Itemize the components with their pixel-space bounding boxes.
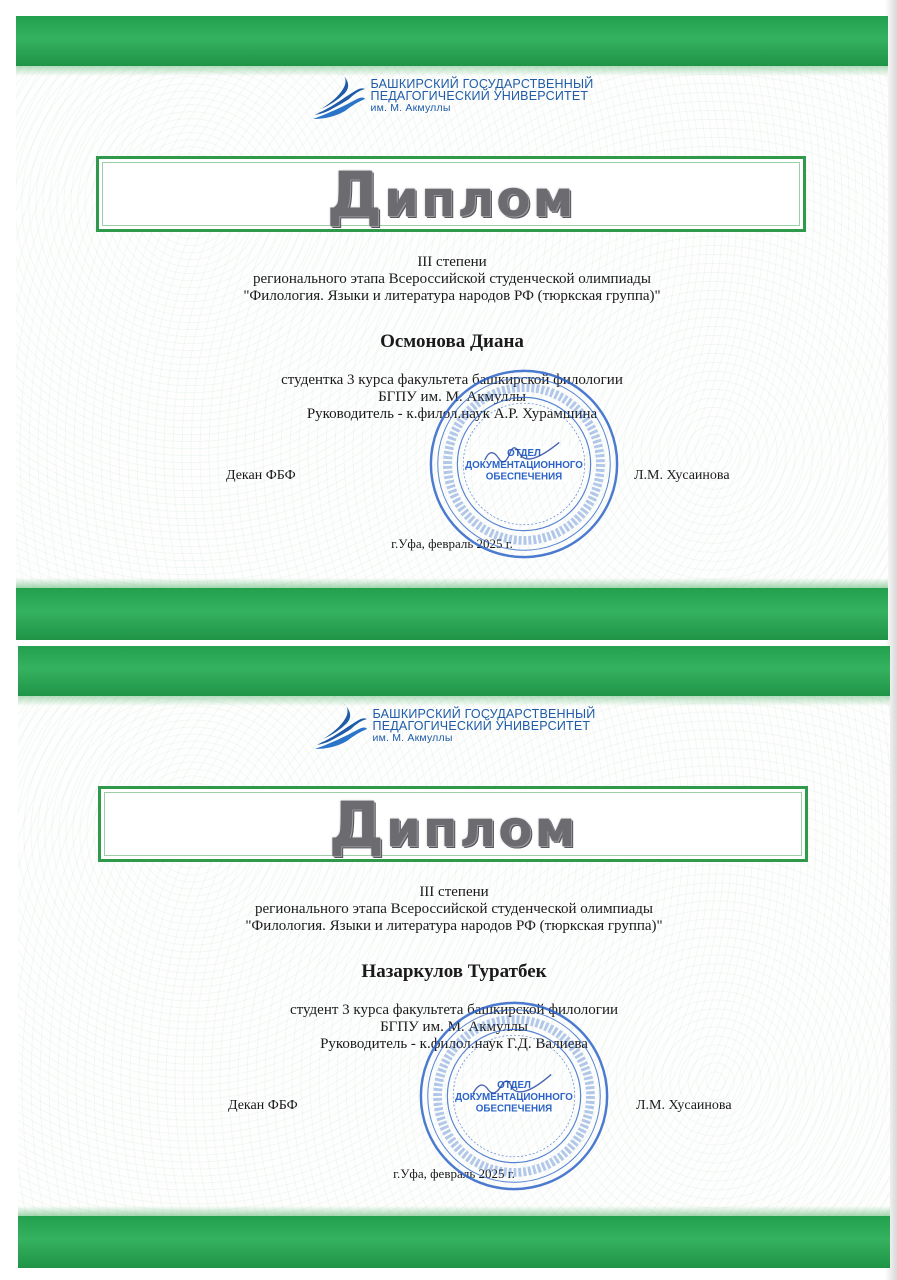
student-info: студент 3 курса факультета башкирской филологии (289, 1002, 618, 1018)
university-logo (18, 698, 890, 754)
bottom-green-band (16, 588, 888, 640)
diploma-certificate-2 (18, 646, 890, 1268)
signer-right-name: Л.М. Хусаинова (636, 1098, 732, 1113)
diploma-certificate-1 (16, 16, 888, 640)
diploma-title-frame (98, 786, 808, 862)
university-name-line: им. М. Акмуллы (370, 102, 451, 114)
topic-text: "Филология. Языки и литература народов РФ (тюркская группа)" (245, 918, 663, 934)
degree-text: III степени (417, 254, 487, 270)
university-name-line: ПЕДАГОГИЧЕСКИЙ УНИВЕРСИТЕТ (372, 719, 591, 733)
stamp-line: ОТДЕЛ (497, 1080, 531, 1092)
diploma-title-frame (96, 156, 806, 232)
place-date: г.Уфа, февраль 2025 г. (391, 536, 513, 551)
topic-text: "Филология. Языки и литература народов РФ (тюркская группа)" (243, 288, 661, 304)
recipient-name: Назаркулов Туратбек (361, 961, 547, 982)
diploma-title-rest: иплом (383, 169, 576, 228)
university-emblem-icon (311, 71, 367, 121)
supervisor-text: Руководитель - к.филол.наук А.Р. Хурамшина (306, 406, 598, 422)
university-name (371, 78, 594, 114)
bottom-green-band (18, 1216, 890, 1268)
university-short-name: БГПУ им. М. Акмуллы (378, 389, 526, 405)
top-green-band (16, 16, 888, 66)
stamp-line: ДОКУМЕНТАЦИОННОГО (465, 459, 583, 471)
diploma-title-rest: иплом (385, 799, 578, 858)
university-short-name: БГПУ им. М. Акмуллы (380, 1019, 528, 1035)
university-name-line: БАШКИРСКИЙ ГОСУДАРСТВЕННЫЙ (370, 77, 594, 91)
university-name (373, 708, 596, 744)
stamp-line: ОТДЕЛ (507, 448, 541, 460)
official-stamp-icon (416, 998, 612, 1194)
supervisor-text: Руководитель - к.филол.наук Г.Д. Валиева (320, 1036, 588, 1052)
university-name-line: ПЕДАГОГИЧЕСКИЙ УНИВЕРСИТЕТ (370, 89, 589, 103)
top-green-band (18, 646, 890, 696)
signer-right-name: Л.М. Хусаинова (634, 468, 730, 483)
official-stamp-icon (426, 366, 622, 562)
stamp-line: ДОКУМЕНТАЦИОННОГО (455, 1091, 573, 1103)
diploma-title (329, 788, 578, 861)
diploma-title (327, 158, 576, 231)
university-name-line: им. М. Акмуллы (372, 732, 453, 744)
degree-text: III степени (419, 884, 489, 900)
event-text: регионального этапа Всероссийской студенческой олимпиады (255, 901, 653, 917)
event-text: регионального этапа Всероссийской студенческой олимпиады (253, 271, 651, 287)
university-emblem-icon (313, 701, 369, 751)
stamp-line: ОБЕСПЕЧЕНИЯ (475, 1103, 553, 1115)
stamp-line: ОБЕСПЕЧЕНИЯ (485, 471, 563, 483)
diploma-title-initial: Д (328, 787, 386, 861)
diploma-title-initial: Д (326, 157, 384, 231)
university-logo (16, 68, 888, 124)
recipient-name: Осмонова Диана (380, 331, 524, 352)
signer-left-title: Декан ФБФ (226, 468, 296, 483)
place-date: г.Уфа, февраль 2025 г. (393, 1166, 515, 1181)
student-info: студентка 3 курса факультета башкирской филологии (281, 372, 623, 388)
university-name-line: БАШКИРСКИЙ ГОСУДАРСТВЕННЫЙ (372, 707, 596, 721)
signer-left-title: Декан ФБФ (228, 1098, 298, 1113)
